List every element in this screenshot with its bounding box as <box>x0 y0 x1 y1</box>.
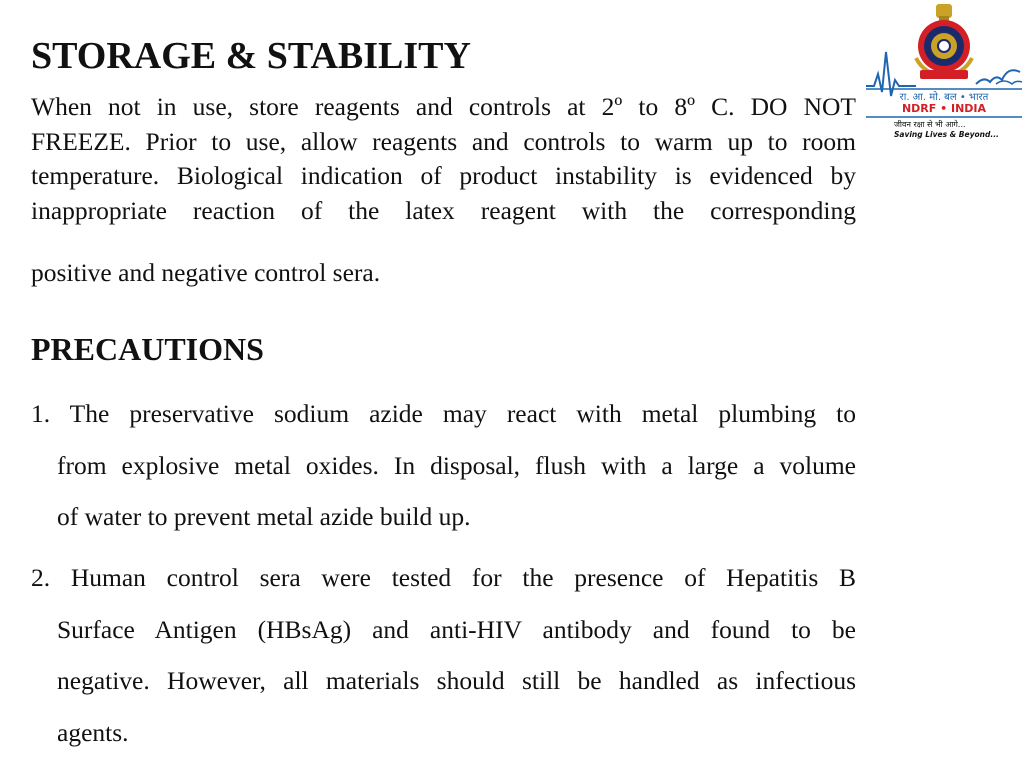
lion-capital-icon <box>936 4 952 22</box>
storage-line: When not in use, store reagents and controls at 2º to 8º C. DO NOT <box>31 92 856 121</box>
storage-heading: STORAGE & STABILITY <box>31 35 471 77</box>
storage-line: temperature. Biological indication of product instability is evidenced by <box>31 161 856 190</box>
storage-line: positive and negative control sera. <box>31 258 381 287</box>
ndrf-logo <box>864 0 1024 142</box>
precautions-heading: PRECAUTIONS <box>31 331 264 367</box>
precaution-line: agents. <box>57 717 129 747</box>
storage-line: inappropriate reaction of the latex reagent with the corresponding <box>31 195 856 225</box>
precaution-line: Surface Antigen (HBsAg) and anti-HIV antibody and found to be <box>57 614 856 644</box>
precaution-item-2 <box>31 552 856 758</box>
motto-scroll <box>920 70 968 79</box>
precaution-line: 2. Human control sera were tested for the presence of Hepatitis B <box>31 563 856 592</box>
precaution-line: from explosive metal oxides. In disposal, flush with a large a volume <box>57 450 856 480</box>
storage-paragraph <box>31 90 856 228</box>
logo-hindi-motto: जीवन रक्षा से भी आगे... <box>894 120 966 129</box>
precaution-line: 1. The preservative sodium azide may react with metal plumbing to <box>31 399 856 428</box>
precaution-item-1 <box>31 388 856 543</box>
storage-paragraph-tail <box>31 256 856 290</box>
precaution-line: of water to prevent metal azide build up. <box>57 502 471 531</box>
ndrf-emblem-icon <box>864 0 1024 142</box>
logo-hindi-org: रा. आ. मो. बल • भारत <box>899 92 989 103</box>
storage-line: FREEZE. Prior to use, allow reagents and controls to warm up to room <box>31 126 856 156</box>
precaution-line: negative. However, all materials should still be handled as infectious <box>57 666 856 695</box>
logo-motto: Saving Lives & Beyond... <box>894 130 999 139</box>
logo-org-name: NDRF • INDIA <box>901 102 987 115</box>
